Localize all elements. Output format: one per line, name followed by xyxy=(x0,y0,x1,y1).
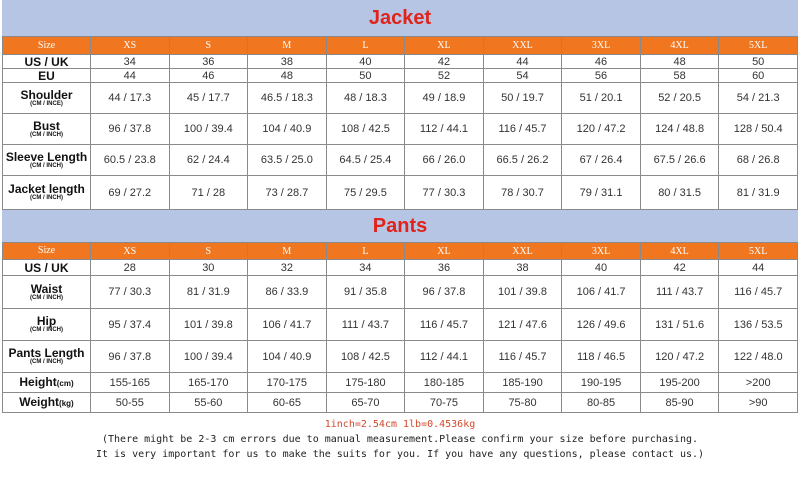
table-cell: 86 / 33.9 xyxy=(248,276,327,309)
table-cell: 180-185 xyxy=(405,373,484,393)
size-cell: L xyxy=(326,243,405,260)
table-cell: 116 / 45.7 xyxy=(483,341,562,373)
row-label xyxy=(3,55,91,69)
row-label-text: Hip xyxy=(36,314,57,328)
table-cell: 32 xyxy=(248,260,327,276)
size-cell: 3XL xyxy=(562,243,641,260)
row-label-text: US / UK xyxy=(24,54,69,69)
table-cell: 101 / 39.8 xyxy=(169,309,248,341)
table-cell: 120 / 47.2 xyxy=(640,341,719,373)
table-cell: 44 / 17.3 xyxy=(91,83,170,114)
table-cell: 60.5 / 23.8 xyxy=(91,145,170,176)
size-cell: 3XL xyxy=(562,37,641,55)
table-cell: 96 / 37.8 xyxy=(405,276,484,309)
size-cell: 5XL xyxy=(719,243,798,260)
footer-notes xyxy=(2,417,798,462)
size-cell: XS xyxy=(91,243,170,260)
size-cell: XL xyxy=(405,37,484,55)
table-cell: 126 / 49.6 xyxy=(562,309,641,341)
table-cell: 81 / 31.9 xyxy=(719,176,798,210)
table-cell: 50 xyxy=(719,55,798,69)
row-label-unit: (CM / INCH) xyxy=(30,131,63,138)
size-cell: XS xyxy=(91,37,170,55)
row-label xyxy=(3,83,91,114)
table-cell: 91 / 35.8 xyxy=(326,276,405,309)
jacket-title: Jacket xyxy=(2,0,798,36)
table-cell: 111 / 43.7 xyxy=(640,276,719,309)
row-label-unit: (CM / INCH) xyxy=(30,294,63,301)
disclaimer-line-1: (There might be 2-3 cm errors due to manual measurement.Please confirm your size before purchasing. xyxy=(101,434,699,445)
row-label-unit: (CM / INCH) xyxy=(30,327,63,333)
table-cell: 175-180 xyxy=(326,373,405,393)
table-cell: 49 / 18.9 xyxy=(405,83,484,114)
conversion-note: 1inch=2.54cm 1lb=0.4536kg xyxy=(324,419,476,430)
table-cell: 108 / 42.5 xyxy=(326,341,405,373)
table-cell: 128 / 50.4 xyxy=(719,114,798,145)
table-cell: 106 / 41.7 xyxy=(562,276,641,309)
row-label xyxy=(3,260,91,276)
table-cell: 67.5 / 26.6 xyxy=(640,145,719,176)
size-cell: 5XL xyxy=(719,37,798,55)
table-cell: 131 / 51.6 xyxy=(640,309,719,341)
size-cell: XXL xyxy=(483,37,562,55)
table-cell: 70-75 xyxy=(405,393,484,413)
table-cell: 56 xyxy=(562,69,641,83)
table-cell: 108 / 42.5 xyxy=(326,114,405,145)
table-row xyxy=(3,393,798,413)
table-cell: 165-170 xyxy=(169,373,248,393)
table-row xyxy=(3,260,798,276)
table-cell: 68 / 26.8 xyxy=(719,145,798,176)
size-cell: M xyxy=(248,37,327,55)
table-cell: 34 xyxy=(91,55,170,69)
table-cell: 96 / 37.8 xyxy=(91,114,170,145)
table-cell: 116 / 45.7 xyxy=(405,309,484,341)
table-cell: 54 / 21.3 xyxy=(719,83,798,114)
table-cell: 64.5 / 25.4 xyxy=(326,145,405,176)
table-cell: 136 / 53.5 xyxy=(719,309,798,341)
table-cell: 111 / 43.7 xyxy=(326,309,405,341)
table-cell: 80-85 xyxy=(562,393,641,413)
table-cell: >200 xyxy=(719,373,798,393)
table-cell: 120 / 47.2 xyxy=(562,114,641,145)
table-cell: 104 / 40.9 xyxy=(248,114,327,145)
size-cell: S xyxy=(169,37,248,55)
row-label-text: Height xyxy=(19,374,57,389)
size-cell: 4XL xyxy=(640,37,719,55)
table-cell: 122 / 48.0 xyxy=(719,341,798,373)
row-label-text: Weight xyxy=(19,394,60,409)
table-cell: 77 / 30.3 xyxy=(91,276,170,309)
size-label: Size xyxy=(3,37,91,55)
table-cell: 46 xyxy=(562,55,641,69)
table-cell: 80 / 31.5 xyxy=(640,176,719,210)
table-cell: 100 / 39.4 xyxy=(169,341,248,373)
table-row xyxy=(3,373,798,393)
table-cell: 44 xyxy=(91,69,170,83)
table-cell: 69 / 27.2 xyxy=(91,176,170,210)
table-cell: 44 xyxy=(719,260,798,276)
table-cell: 116 / 45.7 xyxy=(719,276,798,309)
size-header-row xyxy=(3,37,798,55)
table-cell: 112 / 44.1 xyxy=(405,114,484,145)
size-cell: S xyxy=(169,243,248,260)
table-row xyxy=(3,176,798,210)
row-label-unit: (CM / INCE) xyxy=(30,100,63,107)
table-cell: 67 / 26.4 xyxy=(562,145,641,176)
table-cell: 66 / 26.0 xyxy=(405,145,484,176)
table-cell: 73 / 28.7 xyxy=(248,176,327,210)
row-label xyxy=(3,145,91,176)
row-label-text: Jacket length xyxy=(8,182,85,196)
table-cell: 40 xyxy=(326,55,405,69)
row-label-text: US / UK xyxy=(24,260,69,275)
table-cell: 60-65 xyxy=(248,393,327,413)
row-label-unit: (CM / INCH) xyxy=(30,359,63,365)
table-cell: 44 xyxy=(483,55,562,69)
row-label-text: Bust xyxy=(33,118,60,133)
row-label-text: EU xyxy=(38,68,55,83)
row-label xyxy=(3,69,91,83)
table-cell: 66.5 / 26.2 xyxy=(483,145,562,176)
row-label xyxy=(3,114,91,145)
row-label-unit: (CM / INCH) xyxy=(30,162,63,169)
table-cell: 185-190 xyxy=(483,373,562,393)
row-label-text: Pants Length xyxy=(8,346,85,360)
table-cell: 46.5 / 18.3 xyxy=(248,83,327,114)
disclaimer-line-2: It is very important for us to make the suits for you. If you have any questions, please contact us.) xyxy=(95,449,705,460)
table-cell: 118 / 46.5 xyxy=(562,341,641,373)
row-label xyxy=(3,309,91,341)
row-label xyxy=(3,176,91,210)
table-cell: 48 / 18.3 xyxy=(326,83,405,114)
table-cell: 36 xyxy=(405,260,484,276)
size-cell: 4XL xyxy=(640,243,719,260)
table-row xyxy=(3,83,798,114)
row-label-text: Waist xyxy=(30,281,63,296)
row-label-unit: (kg) xyxy=(59,398,74,408)
table-cell: 40 xyxy=(562,260,641,276)
table-cell: 65-70 xyxy=(326,393,405,413)
table-cell: 79 / 31.1 xyxy=(562,176,641,210)
table-row xyxy=(3,114,798,145)
row-label-text: Sleeve Length xyxy=(5,149,88,164)
row-label-text: Shoulder xyxy=(20,87,73,102)
size-cell: L xyxy=(326,37,405,55)
table-cell: 55-60 xyxy=(169,393,248,413)
table-cell: 38 xyxy=(483,260,562,276)
jacket-table xyxy=(2,36,798,210)
table-cell: 100 / 39.4 xyxy=(169,114,248,145)
row-label-unit: (cm) xyxy=(56,378,74,388)
table-cell: 36 xyxy=(169,55,248,69)
table-cell: 75-80 xyxy=(483,393,562,413)
table-cell: 155-165 xyxy=(91,373,170,393)
table-cell: 101 / 39.8 xyxy=(483,276,562,309)
table-cell: 28 xyxy=(91,260,170,276)
table-cell: 52 / 20.5 xyxy=(640,83,719,114)
table-cell: 51 / 20.1 xyxy=(562,83,641,114)
table-cell: 34 xyxy=(326,260,405,276)
table-row xyxy=(3,276,798,309)
table-row xyxy=(3,145,798,176)
table-cell: 81 / 31.9 xyxy=(169,276,248,309)
table-cell: 45 / 17.7 xyxy=(169,83,248,114)
table-cell: 63.5 / 25.0 xyxy=(248,145,327,176)
pants-table xyxy=(2,242,798,413)
table-cell: 116 / 45.7 xyxy=(483,114,562,145)
table-cell: >90 xyxy=(719,393,798,413)
row-label xyxy=(3,276,91,309)
table-cell: 170-175 xyxy=(248,373,327,393)
table-cell: 38 xyxy=(248,55,327,69)
table-cell: 121 / 47.6 xyxy=(483,309,562,341)
row-label xyxy=(3,393,91,413)
table-cell: 48 xyxy=(248,69,327,83)
table-cell: 104 / 40.9 xyxy=(248,341,327,373)
table-cell: 50 / 19.7 xyxy=(483,83,562,114)
table-row xyxy=(3,69,798,83)
table-cell: 75 / 29.5 xyxy=(326,176,405,210)
table-row xyxy=(3,309,798,341)
table-cell: 78 / 30.7 xyxy=(483,176,562,210)
table-cell: 112 / 44.1 xyxy=(405,341,484,373)
row-label-unit: (CM / INCH) xyxy=(30,195,63,201)
row-label xyxy=(3,341,91,373)
size-header-row xyxy=(3,243,798,260)
size-cell: XL xyxy=(405,243,484,260)
table-cell: 48 xyxy=(640,55,719,69)
table-cell: 62 / 24.4 xyxy=(169,145,248,176)
table-cell: 190-195 xyxy=(562,373,641,393)
table-cell: 60 xyxy=(719,69,798,83)
size-cell: M xyxy=(248,243,327,260)
table-cell: 52 xyxy=(405,69,484,83)
table-cell: 71 / 28 xyxy=(169,176,248,210)
table-cell: 195-200 xyxy=(640,373,719,393)
table-cell: 58 xyxy=(640,69,719,83)
table-cell: 46 xyxy=(169,69,248,83)
row-label xyxy=(3,373,91,393)
table-cell: 124 / 48.8 xyxy=(640,114,719,145)
table-cell: 42 xyxy=(405,55,484,69)
table-cell: 85-90 xyxy=(640,393,719,413)
table-cell: 77 / 30.3 xyxy=(405,176,484,210)
table-cell: 30 xyxy=(169,260,248,276)
table-cell: 50 xyxy=(326,69,405,83)
table-row xyxy=(3,341,798,373)
size-cell: XXL xyxy=(483,243,562,260)
table-row xyxy=(3,55,798,69)
table-cell: 106 / 41.7 xyxy=(248,309,327,341)
table-cell: 95 / 37.4 xyxy=(91,309,170,341)
table-cell: 54 xyxy=(483,69,562,83)
pants-title: Pants xyxy=(2,210,798,242)
table-cell: 50-55 xyxy=(91,393,170,413)
table-cell: 42 xyxy=(640,260,719,276)
table-cell: 96 / 37.8 xyxy=(91,341,170,373)
size-label: Size xyxy=(3,243,91,260)
